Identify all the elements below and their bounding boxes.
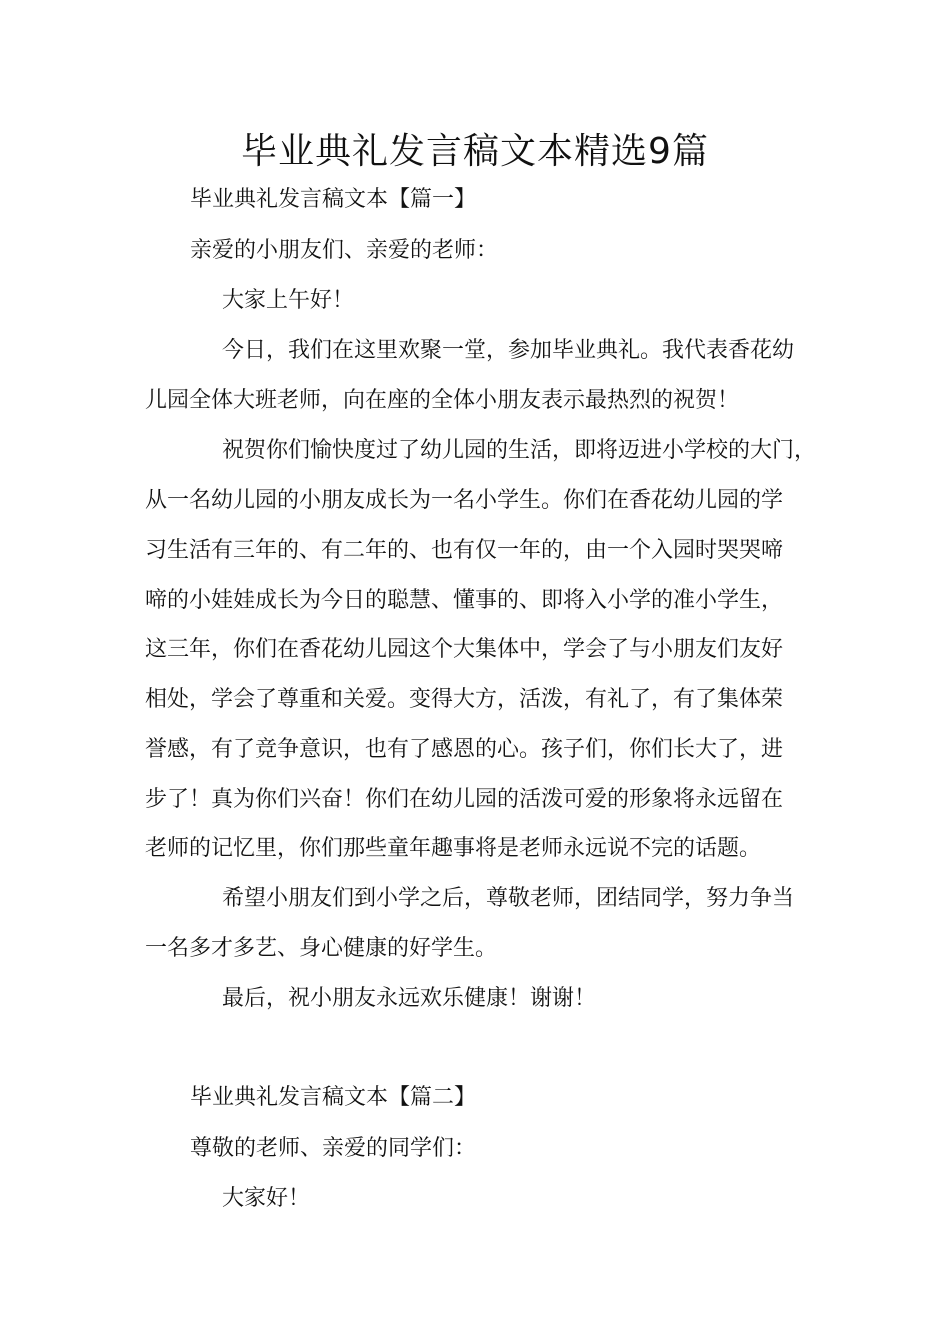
- section1-para2-line: 相处，学会了尊重和关爱。变得大方，活泼，有礼了，有了集体荣: [145, 687, 784, 712]
- section1-salutation: 亲爱的小朋友们、亲爱的老师：: [190, 238, 499, 263]
- section1-para2-line: 这三年，你们在香花幼儿园这个大集体中，学会了与小朋友们友好: [145, 637, 784, 662]
- section1-para2-line: 习生活有三年的、有二年的、也有仅一年的，由一个入园时哭哭啼: [145, 538, 784, 563]
- section1-para1-line: 今日，我们在这里欢聚一堂，参加毕业典礼。我代表香花幼: [222, 338, 795, 363]
- section1-para3-line: 希望小朋友们到小学之后，尊敬老师，团结同学，努力争当: [222, 886, 795, 911]
- section1-heading: 毕业典礼发言稿文本【篇一】: [190, 187, 477, 212]
- section1-greeting: 大家上午好！: [222, 288, 355, 313]
- section2-salutation: 尊敬的老师、亲爱的同学们：: [190, 1136, 477, 1161]
- section2-heading: 毕业典礼发言稿文本【篇二】: [190, 1085, 477, 1110]
- section2-greeting: 大家好！: [222, 1186, 311, 1211]
- section1-para2-line: 从一名幼儿园的小朋友成长为一名小学生。你们在香花幼儿园的学: [145, 488, 784, 513]
- document-title: 毕业典礼发言稿文本精选9篇: [241, 131, 709, 172]
- section1-para1-line: 儿园全体大班老师，向在座的全体小朋友表示最热烈的祝贺！: [145, 388, 740, 413]
- section1-para3-line: 一名多才多艺、身心健康的好学生。: [145, 936, 498, 961]
- section1-closing: 最后，祝小朋友永远欢乐健康！谢谢！: [222, 986, 597, 1011]
- section1-para2-line: 老师的记忆里，你们那些童年趣事将是老师永远说不完的话题。: [145, 836, 762, 861]
- section1-para2-line: 啼的小娃娃成长为今日的聪慧、懂事的、即将入小学的准小学生，: [145, 588, 784, 613]
- section1-para2-line: 祝贺你们愉快度过了幼儿园的生活，即将迈进小学校的大门，: [222, 438, 817, 463]
- section1-para2-line: 步了！真为你们兴奋！你们在幼儿园的活泼可爱的形象将永远留在: [145, 787, 784, 812]
- section1-para2-line: 誉感，有了竞争意识，也有了感恩的心。孩子们，你们长大了，进: [145, 737, 784, 762]
